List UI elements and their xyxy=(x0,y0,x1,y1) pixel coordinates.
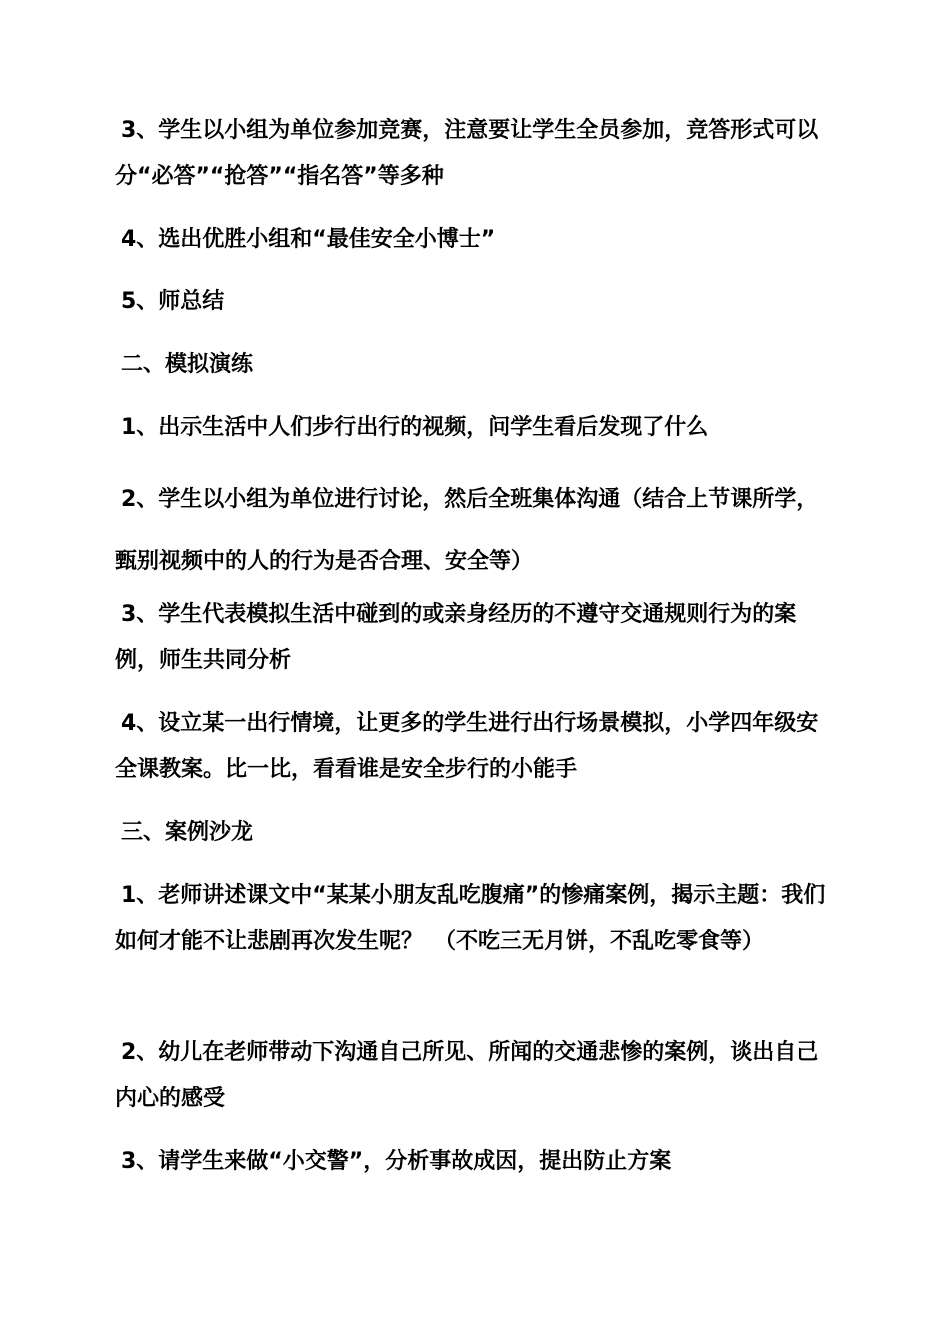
paragraph-travel-scenario: 4、设立某一出行情境，让更多的学生进行出行场景模拟，小学四年级安全课教案。比一比，看看谁是安全步行的小能手 xyxy=(115,711,819,782)
paragraph-select-winners: 4、选出优胜小组和“最佳安全小博士” xyxy=(121,227,496,252)
paragraph-student-simulation: 3、学生代表模拟生活中碰到的或亲身经历的不遵守交通规则行为的案例，师生共同分析 xyxy=(115,602,797,673)
paragraph-teacher-summary: 5、师总结 xyxy=(121,289,225,314)
section-heading-simulation: 二、模拟演练 xyxy=(121,352,254,377)
paragraph-competition-rules: 3、学生以小组为单位参加竞赛，注意要让学生全员参加，竞答形式可以分“必答”“抢答”“指名答”等多种 xyxy=(115,118,819,189)
section-heading-case-salon: 三、案例沙龙 xyxy=(121,820,254,845)
paragraph-group-discussion: 2、学生以小组为单位进行讨论，然后全班集体沟通（结合上节课所学，甄别视频中的人的行为是否合理、安全等） xyxy=(115,487,819,574)
paragraph-show-video: 1、出示生活中人们步行出行的视频，问学生看后发现了什么 xyxy=(121,415,709,440)
paragraph-teacher-case: 1、老师讲述课文中“某某小朋友乱吃腹痛”的惨痛案例，揭示主题：我们如何才能不让悲剧再次发生呢？ （不吃三无月饼，不乱吃零食等） xyxy=(115,883,826,954)
paragraph-children-share: 2、幼儿在老师带动下沟通自己所见、所闻的交通悲惨的案例，谈出自己内心的感受 xyxy=(115,1040,819,1111)
paragraph-little-traffic-police: 3、请学生来做“小交警”，分析事故成因，提出防止方案 xyxy=(121,1149,672,1174)
